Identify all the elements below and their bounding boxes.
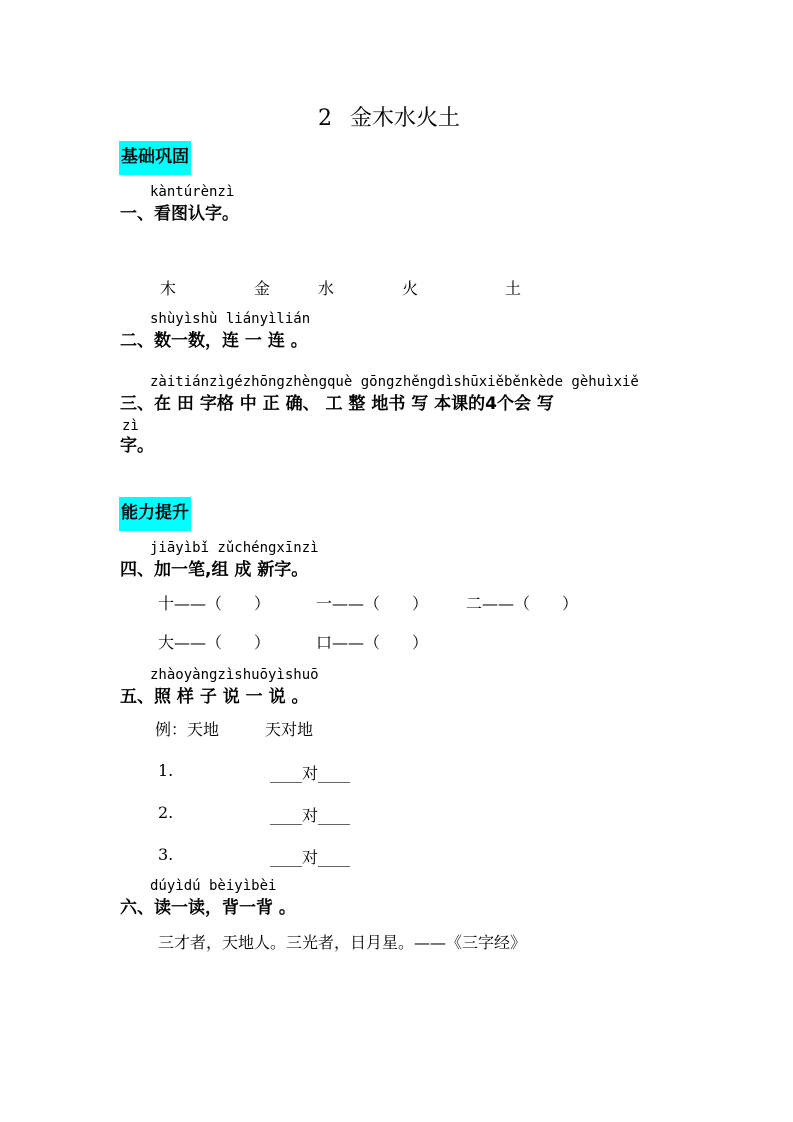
q1-char-3: 水 xyxy=(318,279,335,298)
q4-row1-item-2: 一——（ ） xyxy=(316,594,429,613)
q5-example-label: 例：天地 xyxy=(155,720,220,739)
lesson-number: 2 xyxy=(318,106,332,131)
q4-heading: 四、加一笔,组 成 新字。 xyxy=(120,560,309,580)
q4-row2-item-1: 大——（ ） xyxy=(158,633,271,652)
q6-pinyin: dúyìdú bèiyìbèi xyxy=(150,878,277,894)
q5-item-3-num: 3. xyxy=(158,845,174,864)
q1-heading: 一、看图认字。 xyxy=(120,204,239,224)
q6-heading: 六、读一读，背一背 。 xyxy=(120,898,296,918)
q5-example-answer: 天对地 xyxy=(265,720,314,739)
page-title xyxy=(318,101,460,132)
q3-heading: 三、在 田 字格 中 正 确、 工 整 地书 写 本课的4个会 写 xyxy=(120,394,554,414)
q1-char-4: 火 xyxy=(402,279,419,298)
q5-item-2-num: 2. xyxy=(158,803,174,822)
q2-pinyin: shùyìshù liányìlián xyxy=(150,311,311,327)
q5-item-3-blank: ____对____ xyxy=(270,848,351,867)
q3-pinyin: zàitiánzìgézhōngzhèngquè gōngzhěngdìshūxiěběnkède gèhuìxiě xyxy=(150,374,639,390)
q5-heading: 五、照 样 子 说 一 说 。 xyxy=(120,687,309,707)
q5-item-1-blank: ____对____ xyxy=(270,764,351,783)
q1-char-2: 金 xyxy=(254,279,271,298)
q1-char-1: 木 xyxy=(160,279,177,298)
q5-item-2-blank: ____对____ xyxy=(270,806,351,825)
section-label-advanced: 能力提升 xyxy=(119,497,191,531)
lesson-title: 金木水火土 xyxy=(350,106,461,131)
q4-row2-item-2: 口——（ ） xyxy=(316,633,429,652)
q1-pinyin: kàntúrènzì xyxy=(150,184,235,200)
q4-row1-item-1: 十——（ ） xyxy=(158,594,271,613)
q5-pinyin: zhàoyàngzìshuōyìshuō xyxy=(150,667,319,683)
q4-pinyin: jiāyìbǐ zǔchéngxīnzì xyxy=(150,540,319,556)
q5-item-1-num: 1. xyxy=(158,761,174,780)
q1-char-5: 土 xyxy=(505,279,522,298)
q6-text: 三才者，天地人。三光者，日月星。——《三字经》 xyxy=(158,933,527,952)
q2-heading: 二、数一数，连 一 连 。 xyxy=(120,331,308,351)
q3-pinyin-2: zì xyxy=(122,418,139,434)
q3-heading-2: 字。 xyxy=(120,436,154,456)
section-label-basic: 基础巩固 xyxy=(119,141,191,175)
q4-row1-item-3: 二——（ ） xyxy=(466,594,579,613)
